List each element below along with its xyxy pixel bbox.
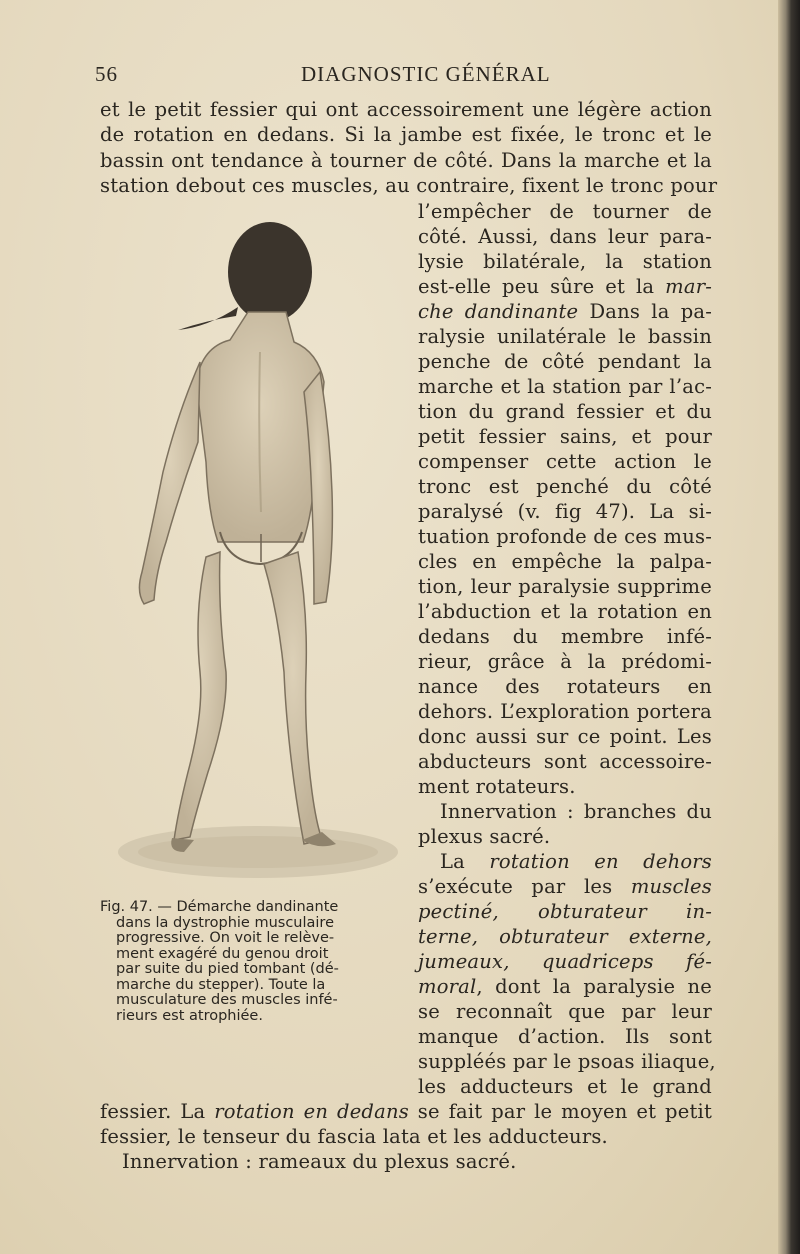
text-line: moral, dont la paralysie ne: [418, 975, 712, 998]
text-line: côté. Aussi, dans leur para-: [418, 225, 712, 248]
text-line: l’abduction et la rotation en: [418, 600, 712, 623]
text-line: che dandinante Dans la pa-: [418, 300, 712, 323]
page-number: 56: [95, 62, 118, 86]
text-line: pectiné, obturateur in-: [418, 900, 712, 923]
caption-line: progressive. On voit le relève-: [116, 930, 335, 946]
caption-line: marche du stepper). Toute la: [116, 976, 326, 993]
caption-line: par suite du pied tombant (dé-: [116, 961, 339, 977]
left-arm: [139, 362, 200, 604]
text-line: les adducteurs et le grand: [418, 1075, 712, 1098]
text-line: lysie bilatérale, la station: [418, 250, 712, 273]
text-line: tronc est penché du côté: [418, 475, 712, 498]
text-line: Innervation : rameaux du plexus sacré.: [122, 1150, 517, 1173]
text-line: se reconnaît que par leur: [418, 1000, 712, 1023]
text-line: tuation profonde de ces mus-: [418, 525, 713, 548]
text-line: compenser cette action le: [418, 450, 712, 473]
page-edge-shadow: [778, 0, 800, 1254]
text-line: dehors. L’exploration portera: [418, 700, 712, 723]
text-line: nance des rotateurs en: [418, 675, 712, 698]
text-line: petit fessier sains, et pour: [418, 425, 712, 448]
caption-line: ment exagéré du genou droit: [116, 945, 329, 962]
figure-caption: [100, 900, 392, 1024]
text-line: ralysie unilatérale le bassin: [418, 325, 712, 348]
text-line: bassin ont tendance à tourner de côté. Dans la marche et la: [100, 149, 712, 172]
caption-line: dans la dystrophie musculaire: [116, 914, 334, 931]
text-line: est-elle peu sûre et la mar-: [418, 275, 712, 298]
caption-line: Fig. 47. — Démarche dandinante: [100, 899, 339, 915]
page-header: [95, 62, 715, 86]
text-line: jumeaux, quadriceps fé-: [418, 950, 712, 973]
text-line: fessier, le tenseur du fascia lata et les adducteurs.: [100, 1125, 608, 1148]
text-line: de rotation en dedans. Si la jambe est fixée, le tronc et le: [100, 123, 712, 146]
text-line: manque d’action. Ils sont: [418, 1025, 712, 1048]
text-line: Innervation : branches du: [440, 800, 712, 823]
running-head: DIAGNOSTIC GÉNÉRAL: [301, 62, 551, 86]
text-line: l’empêcher de tourner de: [418, 200, 712, 223]
text-line: rieur, grâce à la prédomi-: [418, 650, 712, 673]
text-line: s’exécute par les muscles: [418, 875, 712, 898]
text-line: et le petit fessier qui ont accessoirement une légère action: [100, 98, 712, 121]
text-line: abducteurs sont accessoire-: [418, 750, 712, 773]
figure-photograph: [108, 212, 398, 892]
text-line: suppléés par le psoas iliaque,: [418, 1050, 716, 1073]
text-line: fessier. La rotation en dedans se fait par le moyen et petit: [100, 1100, 712, 1123]
text-line: station debout ces muscles, au contraire, fixent le tronc pour: [100, 174, 718, 197]
caption-line: rieurs est atrophiée.: [116, 1007, 263, 1024]
text-line: La rotation en dehors: [440, 850, 712, 873]
text-line: terne, obturateur externe,: [418, 925, 712, 948]
text-line: penche de côté pendant la: [418, 350, 712, 373]
hair: [228, 222, 312, 322]
text-line: cles en empêche la palpa-: [418, 550, 712, 573]
text-line: ment rotateurs.: [418, 775, 576, 798]
text-line: tion du grand fessier et du: [418, 400, 712, 423]
left-leg: [174, 552, 226, 840]
text-line: paralysé (v. fig 47). La si-: [418, 500, 712, 523]
text-line: plexus sacré.: [418, 825, 551, 848]
text-line: tion, leur paralysie supprime: [418, 575, 712, 598]
walking-figure-illustration: [108, 212, 398, 892]
text-line: marche et la station par l’ac-: [418, 375, 712, 398]
text-line: donc aussi sur ce point. Les: [418, 725, 712, 748]
text-line: dedans du membre infé-: [418, 625, 712, 648]
caption-line: musculature des muscles infé-: [116, 992, 338, 1008]
